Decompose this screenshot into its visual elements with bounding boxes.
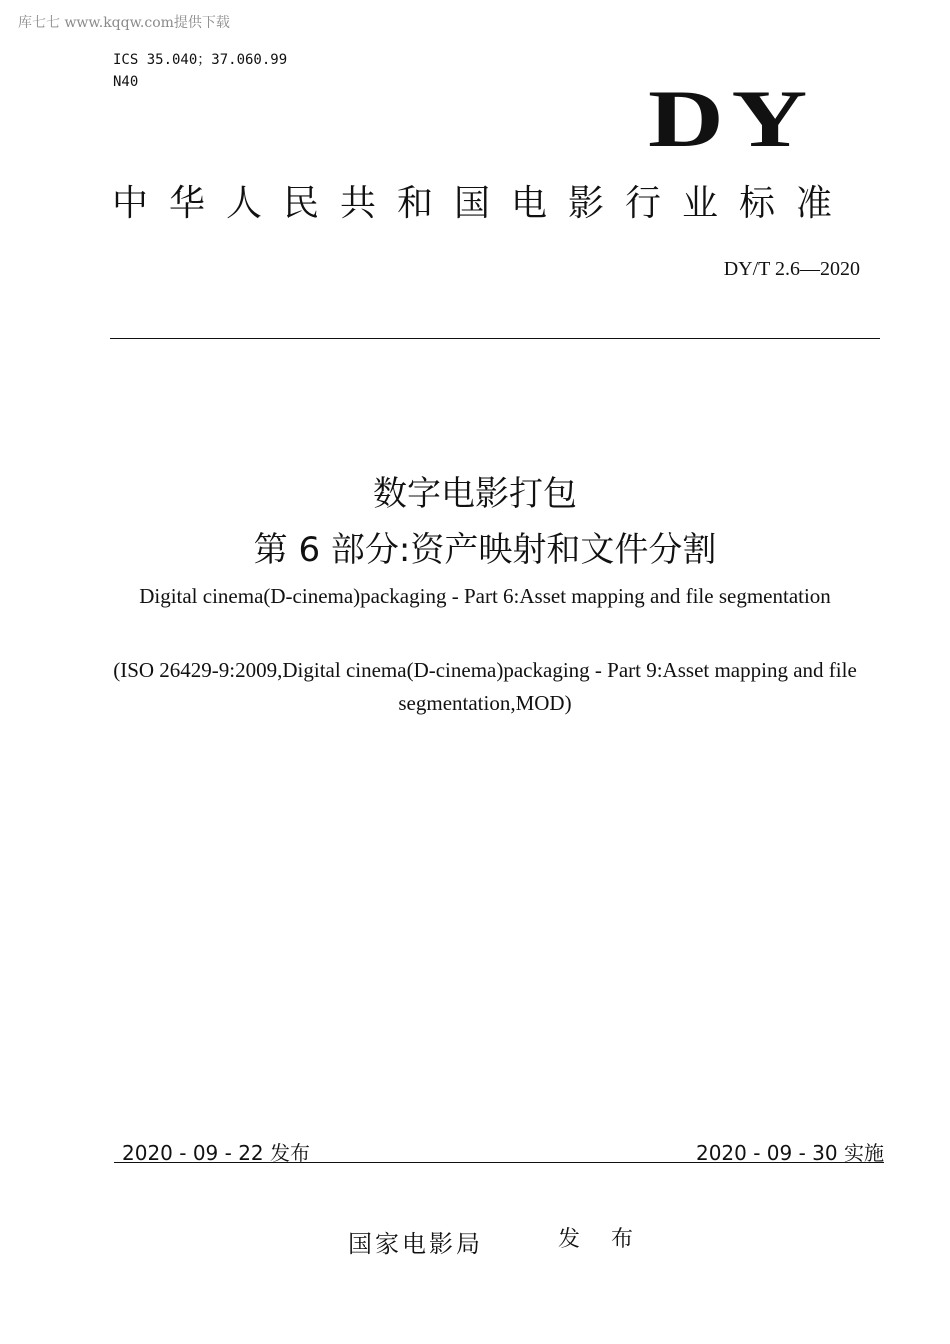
issuer-action: 发 布 <box>558 1227 645 1252</box>
watermark-text: 库七七 www.kqqw.com提供下载 <box>18 15 230 31</box>
chinese-title-line-2: 第 6 部分:资产映射和文件分割 <box>253 530 717 570</box>
publish-date: 2020 - 09 - 22 发布 <box>122 1141 311 1165</box>
implement-date: 2020 - 09 - 30 实施 <box>695 1141 884 1165</box>
header-divider <box>110 338 880 339</box>
standard-number: DY/T 2.6—2020 <box>723 258 860 280</box>
chinese-title-line-1: 数字电影打包 <box>373 474 577 514</box>
dy-logo: DY <box>648 73 815 164</box>
standard-category-title: 中华人民共和国电影行业标准 <box>112 183 854 224</box>
ics-code: ICS 35.040；37.060.99 <box>113 52 288 68</box>
iso-reference: (ISO 26429-9:2009,Digital cinema(D-cinema)packaging - Part 9:Asset mapping and file segmentation,MOD) <box>113 658 857 715</box>
english-title: Digital cinema(D-cinema)packaging - Part 6:Asset mapping and file segmentation <box>139 584 831 608</box>
ccs-code: N40 <box>113 74 139 90</box>
footer-divider <box>114 1162 884 1163</box>
issuer-name: 国家电影局 <box>348 1230 483 1258</box>
